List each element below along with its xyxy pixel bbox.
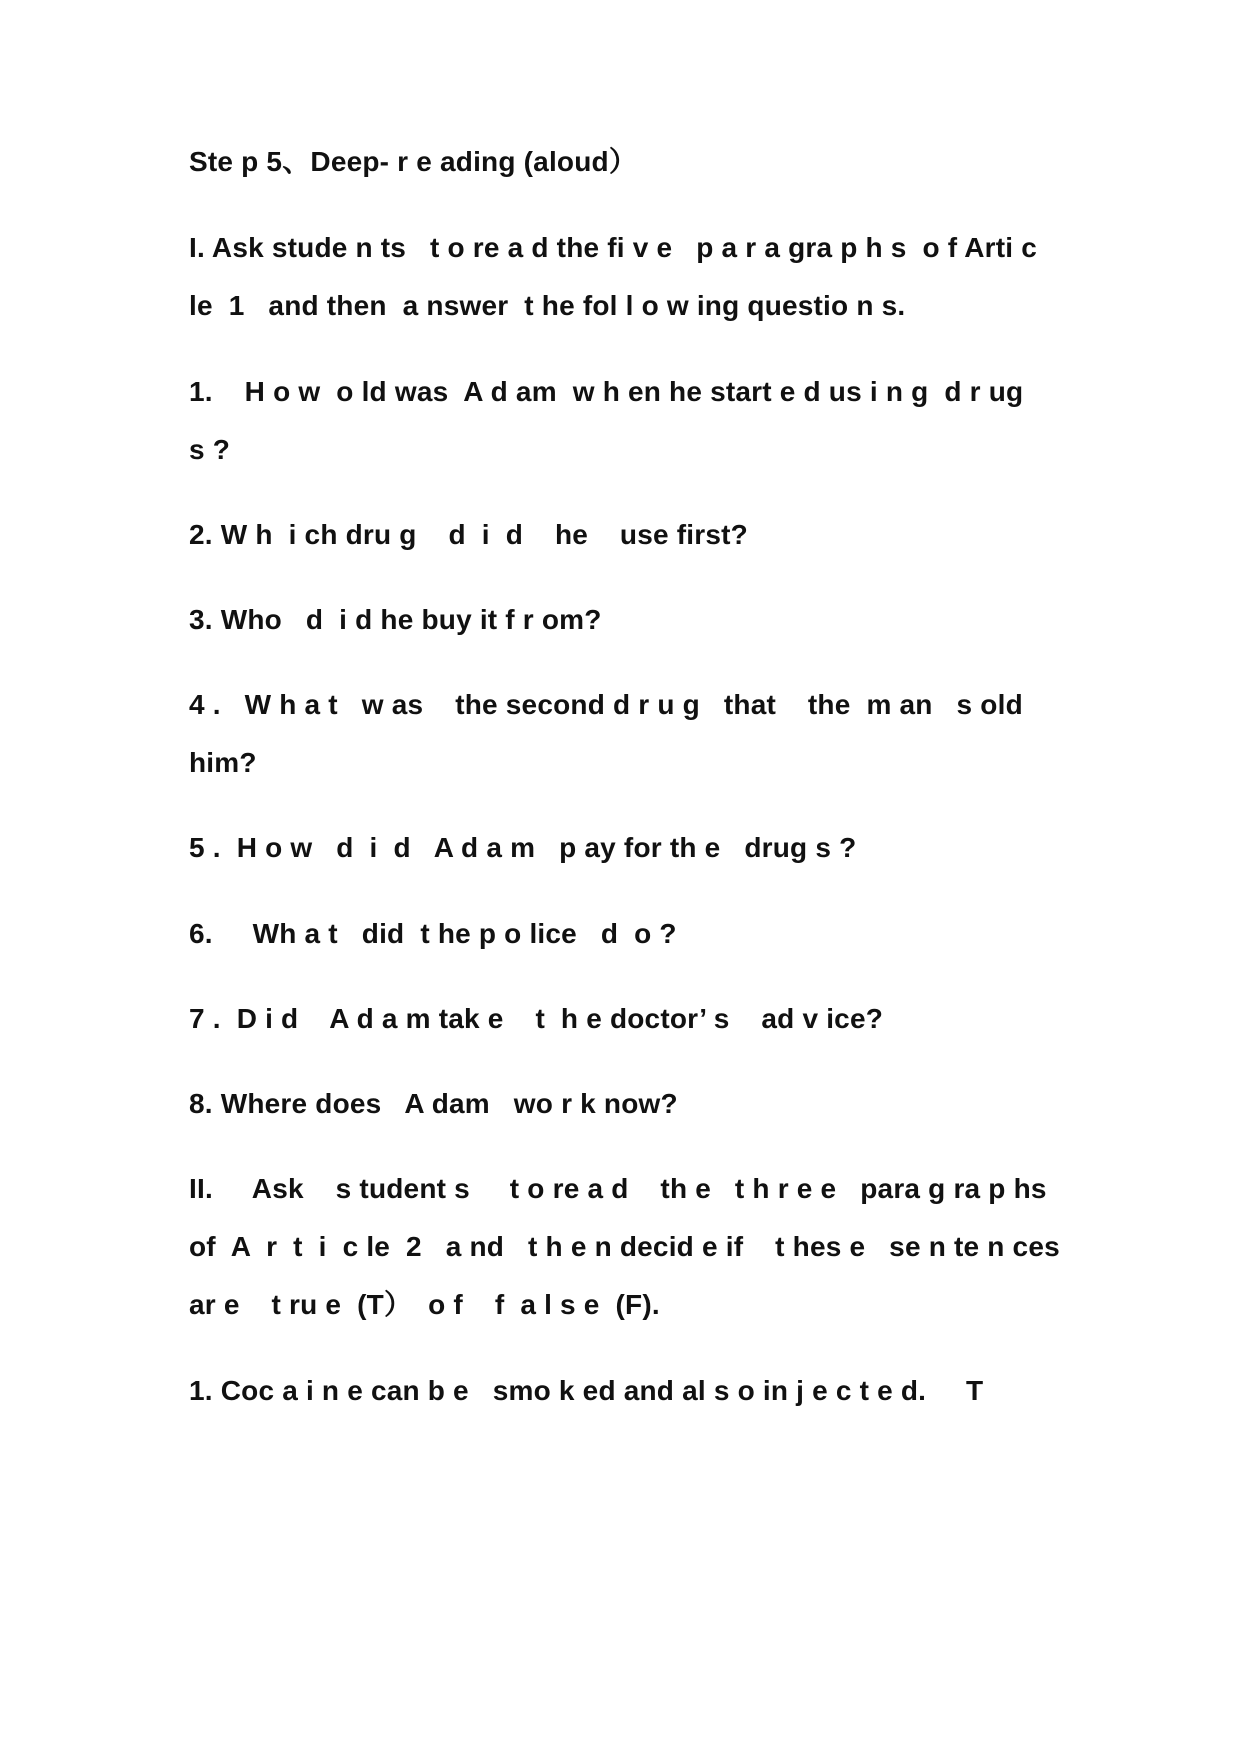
question-1-line2: s ? [189, 434, 231, 465]
statement-1: 1. Coc a i n e can b e smo k ed and al s o in j e c t e d. T [189, 1375, 984, 1406]
part2-instruction-line2: of A r t i c le 2 a nd t h e n decid e if t hes e se n te n ces [189, 1231, 1060, 1262]
part1-instruction-line1: I. Ask stude n ts t o re a d the fi v e p a r a gra p h s o f Arti c [189, 232, 1038, 263]
question-1-line1: 1. H o w o ld was A d am w h en he start e d us i n g d r ug [189, 376, 1024, 407]
question-4-line1: 4 . W h a t w as the second d r u g that the m an s old [189, 689, 1023, 720]
question-6: 6. Wh a t did t he p o lice d o ? [189, 918, 677, 949]
question-3: 3. Who d i d he buy it f r om? [189, 604, 602, 635]
question-4-line2: him? [189, 747, 257, 778]
part1-instruction-line2: le 1 and then a nswer t he fol l o w ing questio n s. [189, 290, 906, 321]
question-2: 2. W h i ch dru g d i d he use first? [189, 519, 748, 550]
part2-instruction-line3: ar e t ru e (T） o f f a l s e (F). [189, 1289, 660, 1320]
question-5: 5 . H o w d i d A d a m p ay for th e drug s ? [189, 832, 857, 863]
section-heading: Ste p 5、Deep- r e ading (aloud） [189, 146, 638, 177]
part2-instruction-line1: II. Ask s tudent s t o re a d th e t h r e e para g ra p hs [189, 1173, 1047, 1204]
question-8: 8. Where does A dam wo r k now? [189, 1088, 678, 1119]
question-7: 7 . D i d A d a m tak e t h e doctor’ s ad v ice? [189, 1003, 884, 1034]
